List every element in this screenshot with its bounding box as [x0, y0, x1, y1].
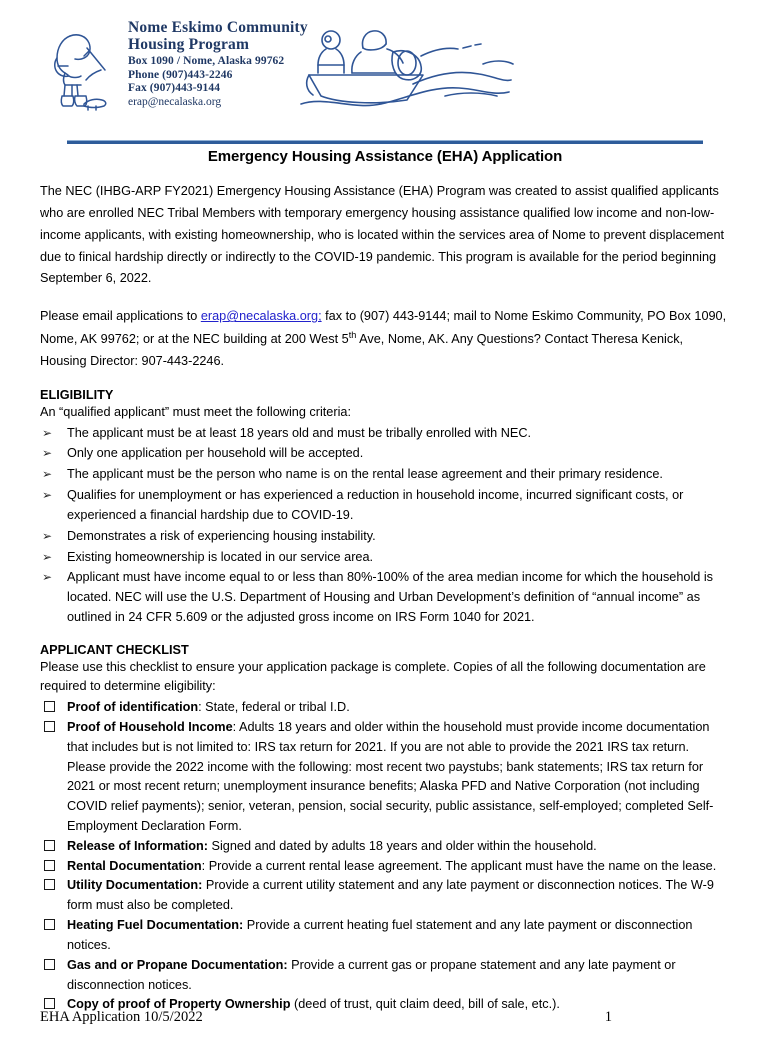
list-item: [40, 548, 730, 568]
checkbox-icon[interactable]: [44, 860, 55, 871]
checklist-item-label: Proof of Household Income: [67, 719, 233, 734]
checklist-item-label: Release of Information:: [67, 838, 208, 853]
checkbox-icon[interactable]: [44, 919, 55, 930]
list-item[interactable]: [40, 857, 730, 877]
checkbox-icon[interactable]: [44, 701, 55, 712]
checkbox-icon[interactable]: [44, 879, 55, 890]
checkbox-icon[interactable]: [44, 840, 55, 851]
checklist-item-text: : Adults 18 years and older within the household must provide income documentation that includes but is not limited to: IRS tax return for 2021. If you are not able to provide the 2021 IRS tax return. Please provide the 2022 income with the following: most recent two paystubs; bank statements; IRS tax return for 2021 or most recent return; unemployment insurance benefits; Alaska PFD and Native Corporation (not including COVID relief payments); senior, veteran, pension, social security, public assistance, self-employed; completed Self-Employment Declaration Form.: [67, 719, 714, 834]
organization-block: [128, 18, 308, 109]
checklist-item-label: Utility Documentation:: [67, 878, 203, 893]
checkbox-icon[interactable]: [44, 998, 55, 1009]
page-footer: [40, 1009, 730, 1026]
checklist-item-text: : State, federal or tribal I.D.: [198, 700, 350, 715]
list-item[interactable]: [40, 956, 730, 996]
email-link[interactable]: erap@necalaska.org;: [200, 309, 322, 324]
document-page: [0, 18, 770, 1042]
list-item: [40, 568, 730, 627]
arrow-bullet-icon: ➢: [42, 570, 53, 585]
contact-paragraph: [40, 306, 730, 373]
org-program: Housing Program: [128, 36, 250, 54]
org-name: Nome Eskimo Community: [128, 19, 308, 36]
page-title: Emergency Housing Assistance (EHA) Application: [207, 148, 563, 165]
org-email: erap@necalaska.org: [128, 96, 222, 109]
checklist-item-text: Signed and dated by adults 18 years and older within the household.: [208, 838, 597, 853]
arrow-bullet-icon: ➢: [42, 467, 53, 482]
checklist-item-label: Rental Documentation: [67, 858, 202, 873]
applicant-checklist: [40, 698, 730, 1015]
contact-text-pre: Please email applications to: [40, 309, 201, 324]
boat-on-waves-illustration: [295, 18, 515, 113]
letterhead: [40, 18, 730, 118]
checkbox-icon[interactable]: [44, 959, 55, 970]
list-item-text: Existing homeownership is located in our service area.: [67, 549, 374, 564]
arrow-bullet-icon: ➢: [42, 528, 53, 543]
contact-text-mid: fax to (907) 443-9144; mail to Nome Eskimo Community, PO Box 1090, Nome, AK 99762; or at the NEC building at 200 West 5: [40, 309, 727, 347]
arrow-bullet-icon: ➢: [42, 549, 53, 564]
header-divider-rule: [67, 140, 703, 144]
arrow-bullet-icon: ➢: [42, 446, 53, 461]
checklist-item-text: : Provide a current rental lease agreement. The applicant must have the name on the lease.: [201, 858, 717, 873]
checklist-item-text: Provide a current heating fuel statement and any late payment or disconnection notices.: [67, 918, 693, 952]
list-item: [40, 444, 730, 464]
ice-fisherman-illustration: [48, 20, 114, 112]
checklist-lead: Please use this checklist to ensure your application package is complete. Copies of all the following documentation are required to determine eligibility:: [40, 659, 706, 694]
list-item: [40, 424, 730, 444]
org-phone: Phone (907)443-2246: [128, 68, 233, 81]
list-item[interactable]: [40, 876, 730, 916]
list-item-text: The applicant must be the person who name is on the rental lease agreement and their primary residence.: [67, 467, 663, 482]
org-address: Box 1090 / Nome, Alaska 99762: [128, 54, 285, 67]
checklist-heading: APPLICANT CHECKLIST: [40, 642, 189, 657]
list-item: [40, 465, 730, 485]
list-item: [40, 486, 730, 526]
list-item[interactable]: [40, 698, 730, 718]
checklist-item-label: Gas and or Propane Documentation:: [67, 957, 288, 972]
list-item-text: Applicant must have income equal to or less than 80%-100% of the area median income for which the household is located. NEC will use the U.S. Department of Housing and Urban Development’s definition of “annual income” as outlined in 24 CFR 5.609 or the adjusted gross income on IRS Form 1040 for 2021.: [67, 570, 714, 624]
arrow-bullet-icon: ➢: [42, 488, 53, 503]
arrow-bullet-icon: ➢: [42, 425, 53, 440]
eligibility-heading: ELIGIBILITY: [40, 387, 114, 402]
list-item-text: Only one application per household will be accepted.: [67, 446, 364, 461]
ordinal-suffix: th: [348, 330, 357, 341]
checklist-item-label: Copy of proof of Property Ownership: [67, 997, 291, 1012]
checklist-item-text: (deed of trust, quit claim deed, bill of sale, etc.).: [290, 997, 560, 1012]
checklist-item-label: Proof of identification: [67, 700, 199, 715]
list-item[interactable]: [40, 718, 730, 837]
list-item-text: Qualifies for unemployment or has experienced a reduction in household income, incurred significant costs, or experienced a financial hardship due to COVID-19.: [67, 488, 684, 522]
eligibility-list: [40, 424, 730, 628]
list-item[interactable]: [40, 916, 730, 956]
list-item: [40, 527, 730, 547]
list-item-text: The applicant must be at least 18 years old and must be tribally enrolled with NEC.: [67, 425, 532, 440]
list-item-text: Demonstrates a risk of experiencing housing instability.: [67, 528, 376, 543]
eligibility-lead: An “qualified applicant” must meet the following criteria:: [40, 404, 351, 419]
footer-page-number: 1: [604, 1009, 612, 1025]
contact-text-post: Ave, Nome, AK. Any Questions? Contact Theresa Kenick, Housing Director: 907-443-2246.: [40, 332, 684, 369]
checkbox-icon[interactable]: [44, 721, 55, 732]
intro-paragraph: The NEC (IHBG-ARP FY2021) Emergency Housing Assistance (EHA) Program was created to assist qualified applicants who are enrolled NEC Tribal Members with temporary emergency housing assistance qualified low income and non-low-income applicants, with existing homeownership, who is located within the services area of Nome to prevent displacement due to finical hardship directly or indirectly to the COVID-19 pandemic. This program is available for the period beginning September 6, 2022.: [40, 184, 725, 286]
list-item[interactable]: [40, 837, 730, 857]
checklist-item-text: Provide a current utility statement and any late payment or disconnection notices. The W-9 form must also be completed.: [67, 878, 714, 913]
footer-document-label: EHA Application 10/5/2022: [40, 1009, 203, 1025]
checklist-item-label: Heating Fuel Documentation:: [67, 918, 244, 933]
checklist-item-text: Provide a current gas or propane statement and any late payment or disconnection notices.: [67, 957, 676, 992]
org-fax: Fax (907)443-9144: [128, 82, 221, 95]
